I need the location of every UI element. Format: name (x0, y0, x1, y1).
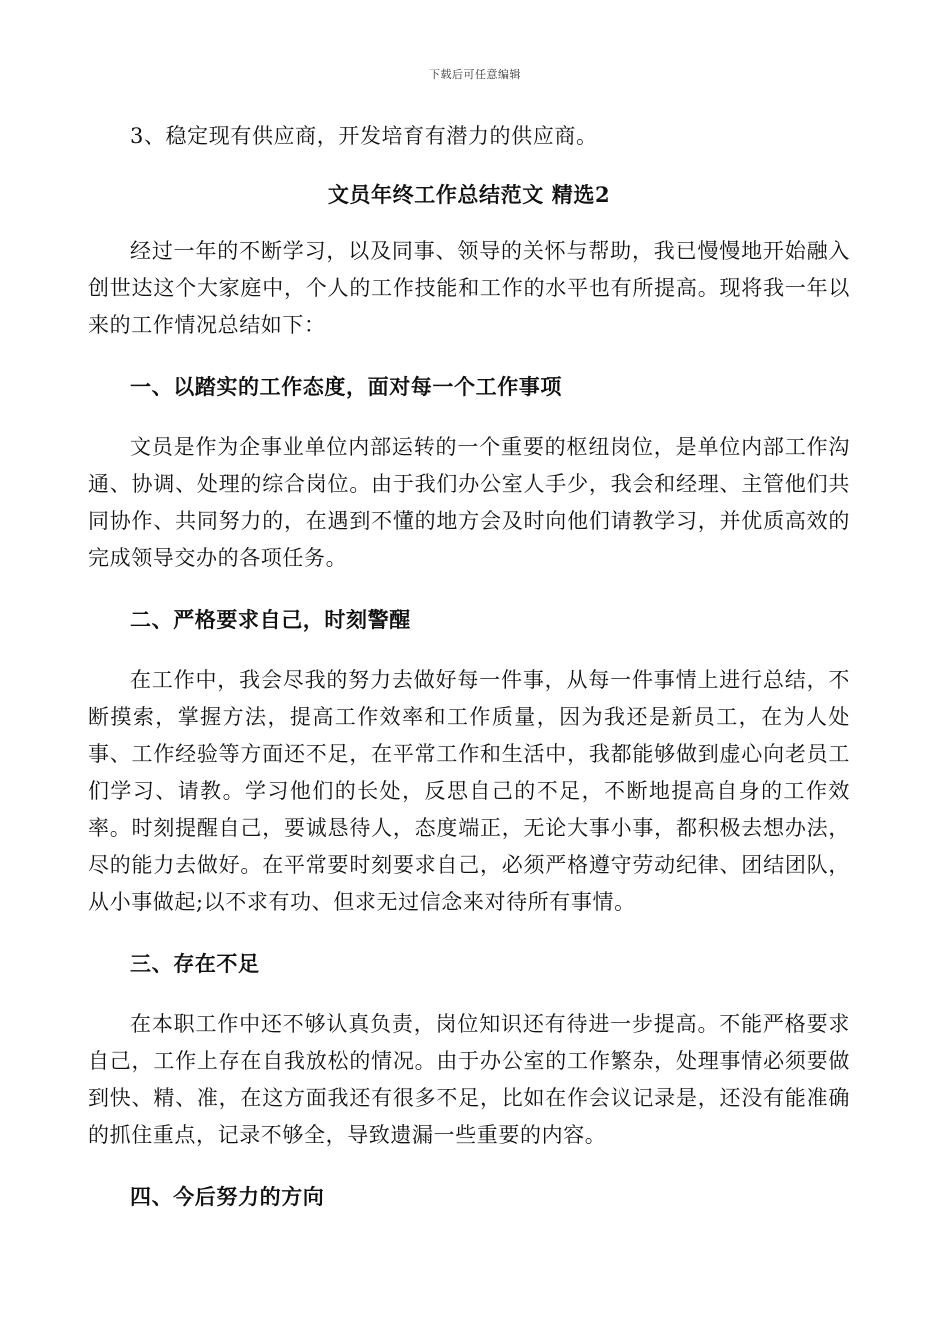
section-body-2: 在工作中，我会尽我的努力去做好每一件事，从每一件事情上进行总结，不断摸索，掌握方法，提高工作效率和工作质量，因为我还是新员工，在为人处事、工作经验等方面还不足，在平常工作和生活中，我都能够做到虚心向老员工们学习、请教。学习他们的长处，反思自己的不足，不断地提高自身的工作效率。时刻提醒自己，要诚恳待人，态度端正，无论大事小事，都积极去想办法，尽的能力去做好。在平常要时刻要求自己，必须严格遵守劳动纪律、团结团队，从小事做起;以不求有功、但求无过信念来对待所有事情。 (88, 668, 850, 914)
section-heading-2: 二、严格要求自己，时刻警醒 (130, 607, 411, 632)
section-heading-4: 四、今后努力的方向 (130, 1184, 325, 1209)
section-heading-1: 一、以踏实的工作态度，面对每一个工作事项 (130, 374, 562, 399)
intro-paragraph: 经过一年的不断学习，以及同事、领导的关怀与帮助，我已慢慢地开始融入创世达这个大家庭中，个人的工作技能和工作的水平也有所提高。现将我一年以来的工作情况总结如下： (88, 239, 850, 337)
document-title: 文员年终工作总结范文 精选2 (327, 182, 611, 207)
section-heading-3: 三、存在不足 (130, 951, 260, 976)
document-body (88, 118, 850, 1239)
header-note: 下载后可任意编辑 (429, 68, 521, 81)
section-body-1: 文员是作为企事业单位内部运转的一个重要的枢纽岗位，是单位内部工作沟通、协调、处理的综合岗位。由于我们办公室人手少，我会和经理、主管他们共同协作、共同努力的，在遇到不懂的地方会及时向他们请教学习，并优质高效的完成领导交办的各项任务。 (88, 435, 850, 570)
section-body-3: 在本职工作中还不够认真负责，岗位知识还有待进一步提高。不能严格要求自己，工作上存在自我放松的情况。由于办公室的工作繁杂，处理事情必须要做到快、精、准，在这方面我还有很多不足，比如在作会议记录是，还没有能准确的抓住重点，记录不够全，导致遗漏一些重要的内容。 (88, 1012, 850, 1147)
list-item-3: 3、稳定现有供应商，开发培育有潜力的供应商。 (130, 124, 598, 148)
